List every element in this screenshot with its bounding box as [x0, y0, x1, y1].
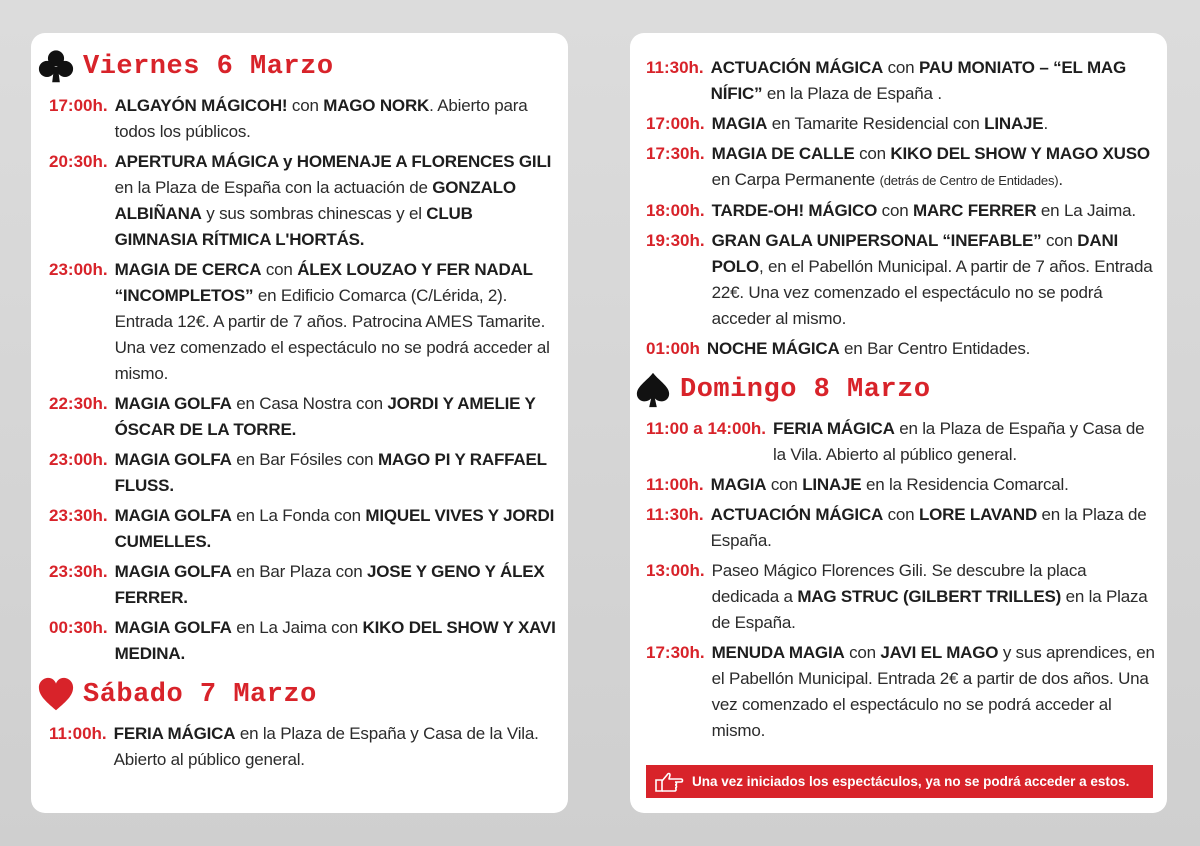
- event-text: en Bar Plaza con: [231, 562, 368, 581]
- event-text: en Edificio Comarca (C/Lérida, 2). Entrada 12€. A partir de 7 años. Patrocina AMES Tamarite. Una vez comenzado el espectáculo no se podrá acceder al mismo.: [114, 286, 550, 383]
- event-description: [712, 228, 1157, 332]
- event-entry: [646, 502, 1157, 554]
- event-time: 11:00 a 14:00h.: [646, 419, 767, 438]
- event-time: 23:00h.: [49, 260, 108, 279]
- event-highlight: MAGIA DE CALLE: [711, 144, 855, 163]
- club-suit-icon: [37, 48, 75, 86]
- event-time: 11:00h.: [49, 724, 107, 743]
- pointing-hand-icon: [654, 771, 684, 793]
- event-text: y sus sombras chinescas y el: [201, 204, 427, 223]
- event-highlight: MAGIA: [711, 114, 768, 133]
- event-highlight: MIQUEL VIVES Y JORDI CUMELLES.: [114, 506, 555, 551]
- event-time: 13:00h.: [646, 561, 705, 580]
- event-text: en La Fonda con: [231, 506, 366, 525]
- event-time: 18:00h.: [646, 201, 705, 220]
- day-title: Domingo 8 Marzo: [680, 375, 931, 405]
- event-entry: [646, 55, 1157, 107]
- event-time: 17:00h.: [646, 114, 705, 133]
- event-text: en Bar Centro Entidades.: [839, 339, 1031, 358]
- event-time: 11:30h.: [646, 505, 704, 524]
- event-entry: [646, 141, 1157, 194]
- spade-suit-icon: [634, 371, 672, 409]
- notice-text: Una vez iniciados los espectáculos, ya no se podrá acceder a estos.: [692, 774, 1130, 789]
- event-time: 19:30h.: [646, 231, 705, 250]
- event-highlight: LINAJE: [984, 114, 1044, 133]
- event-highlight: MAGIA GOLFA: [114, 450, 232, 469]
- event-highlight: MAGO PI Y RAFFAEL FLUSS.: [114, 450, 547, 495]
- event-highlight: JOSE Y GENO Y ÁLEX FERRER.: [114, 562, 545, 607]
- event-highlight: GRAN GALA UNIPERSONAL “INEFABLE”: [711, 231, 1042, 250]
- event-text: en Bar Fósiles con: [231, 450, 378, 469]
- event-highlight: LINAJE: [802, 475, 862, 494]
- event-text: en la Plaza de España y Casa de la Vila. Abierto al público general.: [113, 724, 539, 769]
- event-highlight: ACTUACIÓN MÁGICA: [710, 58, 884, 77]
- event-time: 17:30h.: [646, 144, 705, 163]
- event-highlight: ACTUACIÓN MÁGICA: [710, 505, 884, 524]
- event-entry: [49, 149, 558, 253]
- event-time: 17:00h.: [49, 96, 108, 115]
- event-highlight: NOCHE MÁGICA: [706, 339, 840, 358]
- event-highlight: MAGO NORK: [323, 96, 430, 115]
- event-description: [115, 447, 558, 499]
- event-description: [114, 721, 558, 773]
- event-text: con: [883, 58, 919, 77]
- event-list: [646, 55, 1157, 362]
- event-entry: [49, 615, 558, 667]
- event-description: [712, 141, 1157, 194]
- event-description: [115, 503, 558, 555]
- heart-suit-icon: [37, 676, 75, 714]
- event-time: 22:30h.: [49, 394, 108, 413]
- event-text: con: [1041, 231, 1078, 250]
- event-text: (detrás de Centro de Entidades): [879, 173, 1059, 188]
- event-text: con: [877, 201, 913, 220]
- event-description: [711, 502, 1157, 554]
- event-text: en Tamarite Residencial con: [767, 114, 985, 133]
- event-entry: [49, 257, 558, 387]
- event-text: en La Jaima con: [231, 618, 363, 637]
- event-description: [115, 149, 558, 253]
- event-highlight: KIKO DEL SHOW Y MAGO XUSO: [890, 144, 1150, 163]
- event-description: [712, 640, 1157, 744]
- event-description: [115, 257, 558, 387]
- event-highlight: MARC FERRER: [912, 201, 1037, 220]
- event-description: [115, 559, 558, 611]
- event-description: [712, 558, 1157, 636]
- event-time: 01:00h: [646, 339, 700, 358]
- event-text: , en el Pabellón Municipal. A partir de 7 años. Entrada 22€. Una vez comenzado el espectáculo no se podrá acceder al mismo.: [711, 257, 1153, 328]
- event-text: con: [883, 505, 919, 524]
- event-highlight: JORDI Y AMELIE Y ÓSCAR DE LA TORRE.: [114, 394, 536, 439]
- event-description: [707, 336, 1157, 362]
- event-text: en la Plaza de España y Casa de la Vila. Abierto al público general.: [773, 419, 1145, 464]
- event-entry: [646, 198, 1157, 224]
- event-entry: [49, 721, 558, 773]
- event-time: 23:30h.: [49, 506, 108, 525]
- event-time: 00:30h.: [49, 618, 108, 637]
- event-text: con: [766, 475, 803, 494]
- event-entry: [646, 111, 1157, 137]
- event-text: con: [287, 96, 324, 115]
- event-highlight: FERIA MÁGICA: [113, 724, 236, 743]
- event-highlight: MAGIA GOLFA: [114, 394, 232, 413]
- event-highlight: MAGIA DE CERCA: [114, 260, 262, 279]
- event-entry: [49, 447, 558, 499]
- event-text: en la Residencia Comarcal.: [861, 475, 1069, 494]
- event-text: en la Plaza de España.: [710, 505, 1147, 550]
- event-highlight: CLUB GIMNASIA RÍTMICA L'HORTÁS.: [114, 204, 473, 249]
- event-list: [646, 416, 1157, 744]
- event-entry: [646, 336, 1157, 362]
- event-text: en la Plaza de España .: [762, 84, 942, 103]
- event-highlight: GONZALO ALBIÑANA: [114, 178, 516, 223]
- event-entry: [49, 559, 558, 611]
- event-list: [49, 721, 558, 773]
- event-highlight: KIKO DEL SHOW Y XAVI MEDINA.: [114, 618, 556, 663]
- event-description: [115, 391, 558, 443]
- event-entry: [646, 416, 1157, 468]
- notice-banner: [646, 765, 1153, 798]
- event-highlight: MAGIA GOLFA: [114, 618, 232, 637]
- event-description: [712, 198, 1157, 224]
- left-panel: [31, 33, 568, 813]
- event-text: Paseo Mágico Florences Gili. Se descubre la placa dedicada a: [711, 561, 1087, 606]
- event-text: con: [854, 144, 891, 163]
- event-time: 20:30h.: [49, 152, 108, 171]
- event-text: en La Jaima.: [1036, 201, 1136, 220]
- event-entry: [646, 640, 1157, 744]
- right-panel: [630, 33, 1167, 813]
- event-text: y sus aprendices, en el Pabellón Municipal. Entrada 2€ a partir de dos años. Una vez comenzado el espectáculo no se podrá acceder al mismo.: [711, 643, 1155, 740]
- event-time: 17:30h.: [646, 643, 705, 662]
- event-time: 11:30h.: [646, 58, 704, 77]
- event-description: [711, 55, 1157, 107]
- event-description: [115, 93, 558, 145]
- event-highlight: JAVI EL MAGO: [880, 643, 999, 662]
- event-text: con: [844, 643, 881, 662]
- event-description: [115, 615, 558, 667]
- event-description: [773, 416, 1157, 468]
- event-highlight: TARDE-OH! MÁGICO: [711, 201, 878, 220]
- event-text: en la Plaza de España con la actuación de: [114, 178, 433, 197]
- event-text: en Carpa Permanente: [711, 170, 880, 189]
- event-text: . Abierto para todos los públicos.: [114, 96, 528, 141]
- event-time: 11:00h.: [646, 475, 704, 494]
- day-title: Sábado 7 Marzo: [83, 680, 317, 710]
- event-text: .: [1043, 114, 1048, 133]
- event-highlight: PAU MONIATO – “EL MAG NÍFIC”: [710, 58, 1127, 103]
- event-text: en Casa Nostra con: [231, 394, 388, 413]
- event-highlight: MAGIA GOLFA: [114, 562, 232, 581]
- event-highlight: DANI POLO: [711, 231, 1119, 276]
- event-entry: [646, 472, 1157, 498]
- event-entry: [646, 228, 1157, 332]
- day-header-viernes: [37, 47, 558, 87]
- event-description: [711, 472, 1157, 498]
- day-header-sabado: [37, 675, 558, 715]
- day-header-domingo: [634, 370, 1157, 410]
- event-highlight: MAGIA GOLFA: [114, 506, 232, 525]
- day-title: Viernes 6 Marzo: [83, 52, 334, 82]
- event-entry: [49, 93, 558, 145]
- event-entry: [49, 391, 558, 443]
- event-entry: [646, 558, 1157, 636]
- event-description: [712, 111, 1157, 137]
- event-text: .: [1058, 170, 1063, 189]
- event-list: [49, 93, 558, 667]
- event-highlight: MENUDA MAGIA: [711, 643, 845, 662]
- event-highlight: MAGIA: [710, 475, 767, 494]
- event-highlight: ÁLEX LOUZAO Y FER NADAL “INCOMPLETOS”: [114, 260, 533, 305]
- event-highlight: LORE LAVAND: [918, 505, 1038, 524]
- event-time: 23:30h.: [49, 562, 108, 581]
- event-text: con: [261, 260, 298, 279]
- event-highlight: MAG STRUC (GILBERT TRILLES): [797, 587, 1062, 606]
- event-highlight: APERTURA MÁGICA y HOMENAJE A FLORENCES GILI: [114, 152, 552, 171]
- event-highlight: FERIA MÁGICA: [773, 419, 895, 438]
- event-time: 23:00h.: [49, 450, 108, 469]
- event-highlight: ALGAYÓN MÁGICOH!: [114, 96, 288, 115]
- event-entry: [49, 503, 558, 555]
- event-text: en la Plaza de España.: [711, 587, 1148, 632]
